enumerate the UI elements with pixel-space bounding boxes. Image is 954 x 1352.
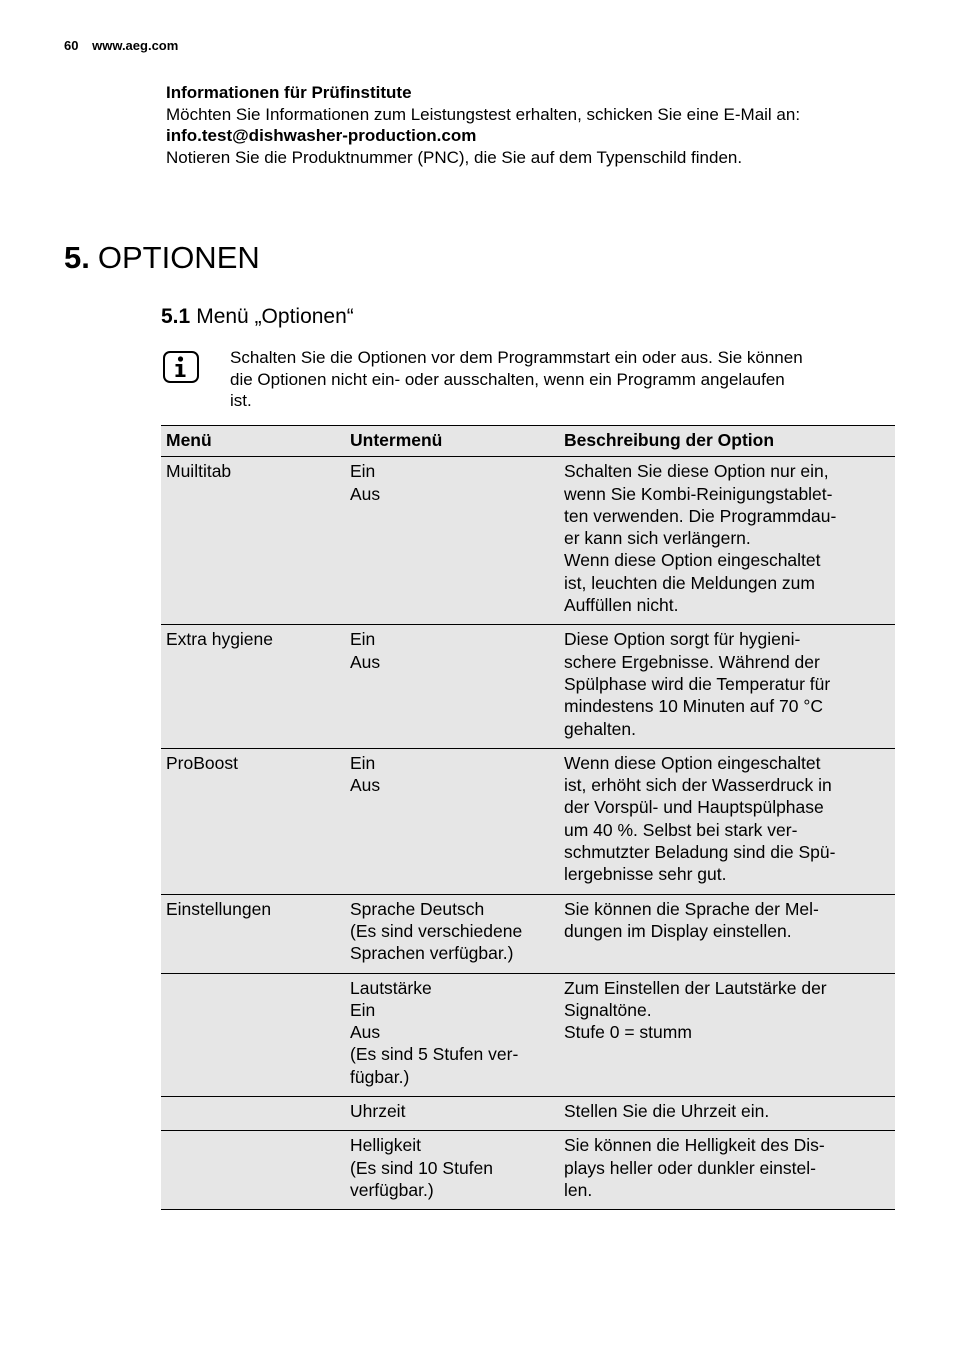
- cell-submenu: [345, 748, 559, 894]
- column-header-submenu: Untermenü: [345, 426, 559, 457]
- cell-menu: [161, 973, 345, 1096]
- description-line: Wenn diese Option eingeschaltet: [564, 550, 821, 571]
- description-line: Stufe 0 = stumm: [564, 1022, 692, 1043]
- section-title: Menü „Optionen“: [196, 305, 354, 328]
- cell-menu: [161, 1097, 345, 1131]
- options-table: [161, 425, 895, 1210]
- description-line: schere Ergebnisse. Während der: [564, 651, 820, 672]
- cell-submenu: [345, 973, 559, 1096]
- description-line: der Vorspül- und Hauptspülphase: [564, 797, 824, 818]
- chapter-heading: [64, 238, 260, 278]
- info-icon: [163, 351, 199, 383]
- section-number: 5.1: [161, 305, 191, 328]
- submenu-line: Ein: [350, 752, 376, 773]
- description-line: um 40 %. Selbst bei stark ver-: [564, 819, 798, 840]
- cell-menu: Extra hygiene: [161, 625, 345, 748]
- test-info-line1: Möchten Sie Informationen zum Leistungstest erhalten, schicken Sie eine E-Mail an:: [166, 104, 801, 124]
- submenu-line: Ein: [350, 461, 376, 482]
- submenu-line: verfügbar.): [350, 1179, 434, 1200]
- column-header-description: Beschreibung der Option: [559, 426, 895, 457]
- section-heading: [161, 303, 354, 331]
- submenu-line: Sprachen verfügbar.): [350, 943, 514, 964]
- table-header-row: [161, 426, 895, 457]
- cell-menu: ProBoost: [161, 748, 345, 894]
- cell-submenu: [345, 625, 559, 748]
- submenu-line: Lautstärke: [350, 977, 432, 998]
- description-line: Sie können die Sprache der Mel-: [564, 898, 819, 919]
- submenu-line: Uhrzeit: [350, 1101, 406, 1122]
- description-line: ist, erhöht sich der Wasserdruck in: [564, 775, 832, 796]
- table-row: [161, 894, 895, 973]
- cell-description: [559, 748, 895, 894]
- cell-description: [559, 1131, 895, 1210]
- cell-submenu: [345, 1131, 559, 1210]
- note-line: Schalten Sie die Optionen vor dem Programmstart ein oder aus. Sie können: [230, 348, 803, 367]
- website-url[interactable]: www.aeg.com: [92, 38, 179, 53]
- table-row: [161, 457, 895, 625]
- submenu-line: Ein: [350, 999, 376, 1020]
- description-line: mindestens 10 Minuten auf 70 °C: [564, 696, 823, 717]
- description-line: schmutzter Beladung sind die Spü-: [564, 842, 836, 863]
- description-line: Diese Option sorgt für hygieni-: [564, 629, 801, 650]
- cell-menu: [161, 1131, 345, 1210]
- submenu-line: Sprache Deutsch: [350, 898, 485, 919]
- description-line: wenn Sie Kombi-Reinigungstablet-: [564, 483, 833, 504]
- table-row: [161, 1097, 895, 1131]
- test-info-email[interactable]: info.test@dishwasher-production.com: [166, 126, 477, 145]
- submenu-line: Ein: [350, 629, 376, 650]
- submenu-line: (Es sind verschiedene: [350, 920, 523, 941]
- submenu-line: Aus: [350, 483, 381, 504]
- description-line: Wenn diese Option eingeschaltet: [564, 752, 821, 773]
- cell-menu: Muiltitab: [161, 457, 345, 625]
- submenu-line: (Es sind 5 Stufen ver-: [350, 1044, 519, 1065]
- cell-submenu: [345, 894, 559, 973]
- description-line: Spülphase wird die Temperatur für: [564, 673, 831, 694]
- table-row: [161, 1131, 895, 1210]
- table-row: [161, 625, 895, 748]
- cell-description: [559, 457, 895, 625]
- submenu-line: Aus: [350, 775, 381, 796]
- description-line: er kann sich verlängern.: [564, 528, 751, 549]
- cell-description: [559, 894, 895, 973]
- column-header-menu: Menü: [161, 426, 345, 457]
- cell-description: [559, 625, 895, 748]
- description-line: Schalten Sie diese Option nur ein,: [564, 461, 829, 482]
- cell-description: [559, 973, 895, 1096]
- description-line: gehalten.: [564, 718, 637, 739]
- test-info-title: Informationen für Prüfinstitute: [166, 83, 412, 102]
- submenu-line: Aus: [350, 651, 381, 672]
- page-number: 60: [64, 38, 79, 53]
- description-line: Stellen Sie die Uhrzeit ein.: [564, 1101, 770, 1122]
- description-line: len.: [564, 1179, 593, 1200]
- test-institute-info: [166, 82, 906, 168]
- submenu-line: Helligkeit: [350, 1135, 421, 1156]
- description-line: Sie können die Helligkeit des Dis-: [564, 1135, 825, 1156]
- test-info-line2: Notieren Sie die Produktnummer (PNC), die Sie auf dem Typenschild finden.: [166, 147, 743, 167]
- info-note-text: [230, 347, 892, 412]
- cell-description: [559, 1097, 895, 1131]
- table-row: [161, 748, 895, 894]
- description-line: Auffüllen nicht.: [564, 595, 679, 616]
- page-header: [64, 38, 178, 53]
- chapter-title: OPTIONEN: [97, 240, 260, 275]
- description-line: ist, leuchten die Meldungen zum: [564, 572, 815, 593]
- description-line: plays heller oder dunkler einstel-: [564, 1157, 816, 1178]
- note-line: die Optionen nicht ein- oder ausschalten, wenn ein Programm angelaufen: [230, 369, 785, 389]
- description-line: Zum Einstellen der Lautstärke der: [564, 977, 827, 998]
- cell-menu: Einstellungen: [161, 894, 345, 973]
- cell-submenu: [345, 1097, 559, 1131]
- submenu-line: (Es sind 10 Stufen: [350, 1157, 493, 1178]
- description-line: ten verwenden. Die Programmdau-: [564, 505, 837, 526]
- submenu-line: fügbar.): [350, 1066, 410, 1087]
- cell-submenu: [345, 457, 559, 625]
- chapter-number: 5.: [64, 240, 90, 275]
- submenu-line: Aus: [350, 1022, 381, 1043]
- table-row: [161, 973, 895, 1096]
- description-line: lergebnisse sehr gut.: [564, 864, 727, 885]
- description-line: dungen im Display einstellen.: [564, 920, 792, 941]
- description-line: Signaltöne.: [564, 999, 652, 1020]
- note-line: ist.: [230, 391, 252, 410]
